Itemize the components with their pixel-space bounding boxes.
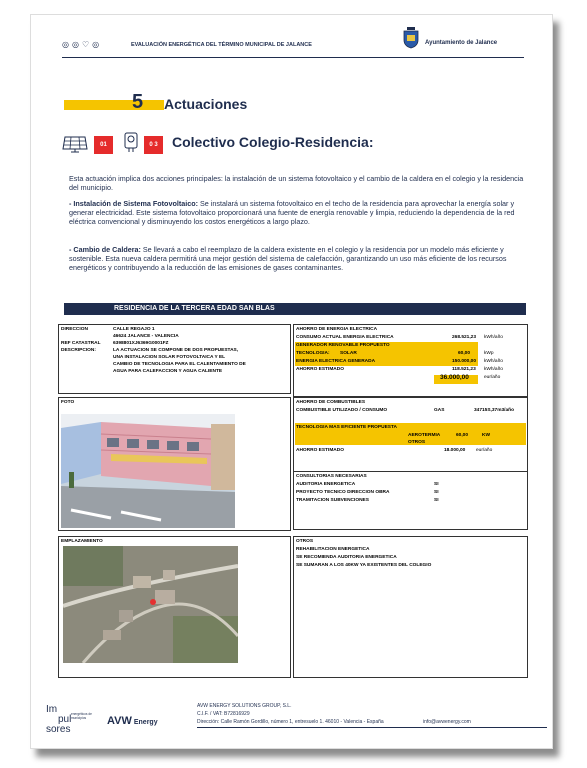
savings-value: 118.521,23 xyxy=(452,367,476,372)
savings-label: AHORRO ESTIMADO xyxy=(296,367,344,372)
company-cif: C.I.F. / VAT: B72816929 xyxy=(197,711,250,717)
photo-label: FOTO xyxy=(61,400,75,405)
paragraph-caldera xyxy=(69,245,529,272)
generated-energy-label: ENERGIA ELECTRICA GENERADA xyxy=(296,359,376,364)
paragraph-text: Se instalará un sistema fotovoltaico en el techo de la residencia para aprovechar la energía solar y generar electricidad. Este sistema fotovoltaico proporcionará una fuente de energía renovable y limpia, reduciendo la dependencia de la red eléctrica convencional y disminuyendo los costos energéticos a largo plazo. xyxy=(69,199,515,226)
paragraph-text: Se llevará a cabo el reemplazo de la caldera existente en el colegio y la residencia por un modelo más eficiente y sostenible. Esta nueva caldera permitirá una mejor gestión del sistema de calefacción, garantizando un uso más eficiente de los recursos energéticos y contribuyendo a la reducción de las emisiones de gases contaminantes. xyxy=(69,245,507,272)
header-divider xyxy=(62,57,524,58)
unit: kWh/año xyxy=(484,359,503,364)
aerothermal-value: 60,00 xyxy=(456,433,469,438)
boiler-icon xyxy=(123,131,139,153)
consulting-item: PROYECTO TECNICO DIRECCION OBRA xyxy=(296,490,390,495)
consulting-item: TRAMITACION SUBVENCIONES xyxy=(296,498,369,503)
electric-title: AHORRO DE ENERGIA ELECTRICA xyxy=(296,327,378,332)
coat-of-arms-logo xyxy=(402,25,420,49)
fuel-consumption-value: 34715S,37m3/año xyxy=(474,408,515,413)
header-title: EVALUACIÓN ENERGÉTICA DEL TÉRMINO MUNICIPAL DE JALANCE xyxy=(131,42,312,48)
photo-box xyxy=(58,397,291,531)
description-line: UNA INSTALACION SOLAR FOTOVOLTAICA Y EL xyxy=(113,355,226,360)
other-notes-box xyxy=(293,536,528,678)
electric-consumption-value: 268.521,23 xyxy=(452,335,477,340)
company-address: Dirección: Calle Ramón Gordillo, número 1, entresuelo 1. 46010 - Valencia - España xyxy=(197,719,384,725)
aerial-map-image xyxy=(63,546,238,663)
info-box xyxy=(58,324,291,394)
technology-label: TECNOLOGIA: xyxy=(296,351,330,356)
unit: kWh/año xyxy=(484,367,503,372)
building-photo xyxy=(61,414,235,528)
other-tech-label: OTROS xyxy=(408,440,426,445)
company-email[interactable]: info@avwenergy.com xyxy=(423,719,471,725)
address-line-2: 46624 JALANCE - VALENCIA xyxy=(113,334,179,339)
avw-logo xyxy=(107,715,158,727)
location-box xyxy=(58,536,291,678)
logo-text: Energy xyxy=(133,719,158,726)
electric-savings-box xyxy=(293,324,528,397)
footer-divider xyxy=(197,727,547,728)
paragraph-lead: - Instalación de Sistema Fotovoltaico: xyxy=(69,199,198,208)
address-label: DIRECCION xyxy=(61,327,88,332)
header-org: Ayuntamiento de Jalance xyxy=(425,40,498,46)
consulting-box xyxy=(293,471,528,530)
address-line-1: CALLE REGAJO 1 xyxy=(113,327,155,332)
location-label: EMPLAZAMIENTO xyxy=(61,539,103,544)
fuel-type: GAS xyxy=(434,408,445,413)
cadastral-label: REF CATASTRAL xyxy=(61,341,101,346)
technology-value: SOLAR xyxy=(340,351,357,356)
section-number: 5 xyxy=(132,91,144,113)
consulting-value: SI xyxy=(434,498,439,503)
impulsores-logo xyxy=(46,705,96,739)
fuel-savings-label: AHORRO ESTIMADO xyxy=(296,448,344,453)
other-line: REHABILITACION ENERGETICA xyxy=(296,547,370,552)
unit: eur/año xyxy=(476,448,493,453)
paragraph-lead: - Cambio de Caldera: xyxy=(69,245,141,254)
generated-energy-value: 150.000,00 xyxy=(452,359,477,364)
logo-text: pul xyxy=(58,714,72,725)
unit: eur/año xyxy=(484,375,501,380)
electric-consumption-label: CONSUMO ACTUAL ENERGIA ELECTRICA xyxy=(296,335,394,340)
logo-subtitle: energéticos de municipios xyxy=(71,712,92,720)
description-line: AGUA PARA CALEFACCION Y AGUA CALIENTE xyxy=(113,369,223,374)
other-line: SE RECOMIENDA AUDITORIA ENERGETICA xyxy=(296,555,397,560)
other-line: SE SUMARAN A LOS 40KW YA EXISTENTES DEL COLEGIO xyxy=(296,563,432,568)
header-icons: ◎◎♡◎ xyxy=(62,40,103,49)
unit: kWp xyxy=(484,351,494,356)
badge-03: 0 3 xyxy=(144,136,163,154)
technology-power: 60,00 xyxy=(458,351,471,356)
aerothermal-label: AEROTERMIA xyxy=(408,433,441,438)
logo-text: sores xyxy=(46,724,71,735)
solar-panel-icon xyxy=(62,135,88,153)
consulting-item: AUDITORIA ENERGETICA xyxy=(296,482,356,487)
description-line: CAMBIO DE TECNOLOGIA PARA EL CALENTAMIENTO DE xyxy=(113,362,246,367)
logo-text: AVW xyxy=(107,715,132,727)
unit: kWh/año xyxy=(484,335,503,340)
cadastral-value: 6398801XJ6369G0001FZ xyxy=(113,341,169,346)
facility-name: RESIDENCIA DE LA TERCERA EDAD SAN BLAS xyxy=(114,305,275,312)
action-title: Colectivo Colegio-Residencia: xyxy=(172,134,374,150)
unit: KW xyxy=(482,433,490,438)
section-title: Actuaciones xyxy=(164,96,248,112)
logo-text: Im xyxy=(46,704,58,715)
consulting-title: CONSULTORIAS NECESARIAS xyxy=(296,474,367,479)
description-label: DESCRIPCION: xyxy=(61,348,96,353)
paragraph-fotovoltaico xyxy=(69,199,529,226)
other-title: OTROS xyxy=(296,539,314,544)
facility-banner xyxy=(64,303,526,315)
company-name: AVW ENERGY SOLUTIONS GROUP, S.L. xyxy=(197,703,292,709)
generator-label: GENERADOR RENOVABLE PROPUESTO xyxy=(296,343,390,348)
document-page xyxy=(30,14,553,749)
consulting-value: SI xyxy=(434,490,439,495)
savings-eur-value: 36.000,00 xyxy=(440,374,469,381)
fuel-title: AHORRO DE COMBUSTIBLES xyxy=(296,400,366,405)
badge-01: 01 xyxy=(94,136,113,154)
description-line: LA ACTUACION SE COMPONE DE DOS PROPUESTAS, xyxy=(113,348,239,353)
fuel-consumption-label: COMBUSTIBLE UTILIZADO / CONSUMO xyxy=(296,408,388,413)
fuel-savings-value: 18.000,00 xyxy=(444,448,466,453)
consulting-value: SI xyxy=(434,482,439,487)
efficient-tech-label: TECNOLOGIA MAS EFICIENTE PROPUESTA xyxy=(296,425,398,430)
intro-paragraph: Esta actuación implica dos acciones principales: la instalación de un sistema fotovoltaico y el cambio de la caldera en el colegio y la residencia del municipio. xyxy=(69,174,524,192)
section-accent-bar xyxy=(64,100,164,110)
